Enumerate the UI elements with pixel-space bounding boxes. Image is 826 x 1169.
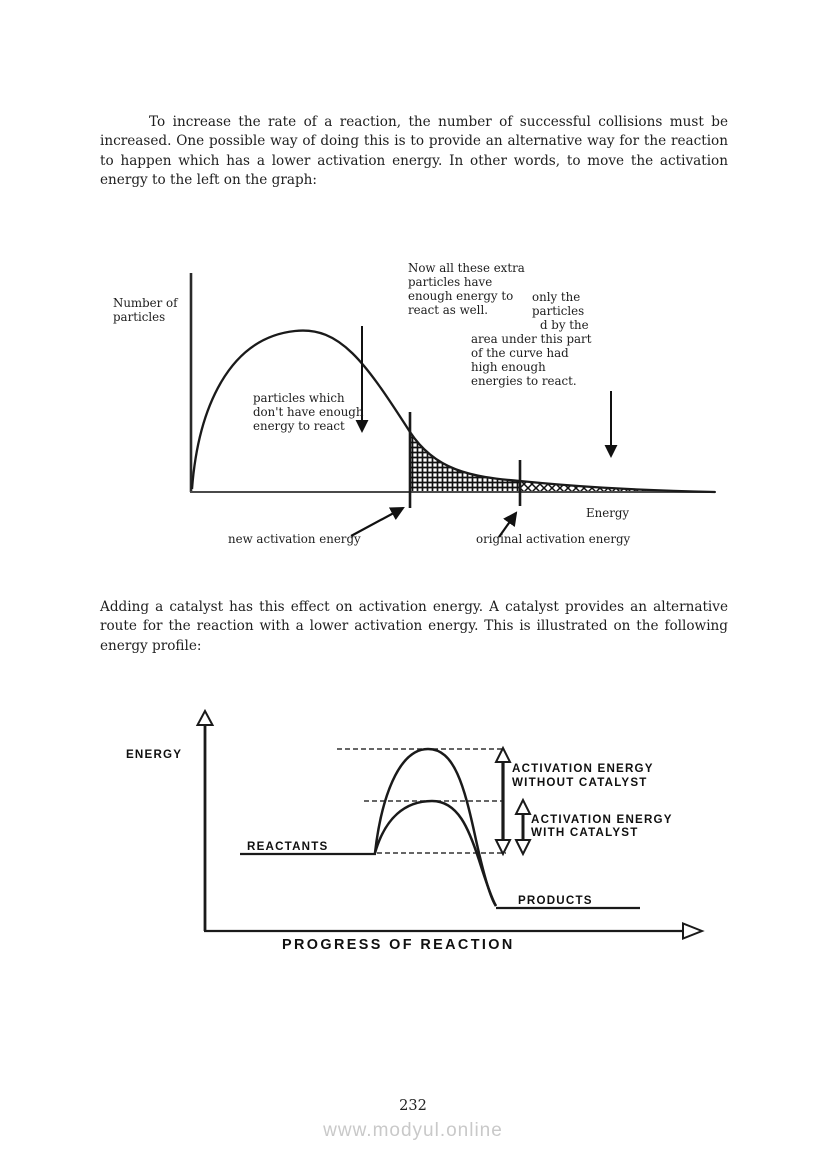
paragraph-intro: To increase the rate of a reaction, the number of successful collisions must be increased. One possible way of doing this is to provide an alternative way for the reaction to happen which has a lower activation energy. In other words, to move the activation energy to the left on the graph:	[100, 113, 728, 189]
g1-note-area-under-curve: of the curve had	[471, 346, 569, 360]
g1-y-axis-label: Number of	[113, 296, 178, 310]
g2-x-axis-arrowhead	[683, 924, 702, 939]
g1-note-only-particles: only the	[532, 290, 581, 304]
g2-activation-with-label: WITH CATALYST	[531, 826, 639, 839]
paragraph-catalyst: Adding a catalyst has this effect on activation energy. A catalyst provides an alternative route for the reaction with a lower activation energy. This is illustrated on the following energy profile:	[100, 598, 728, 654]
g1-note-area-under-curve: area under this part	[471, 332, 592, 346]
g1-note-not-enough-energy: particles which	[253, 391, 345, 405]
g1-original-activation-label: original activation energy	[476, 532, 631, 546]
g1-note-area-under-curve: high enough	[471, 360, 546, 374]
g1-note-extra-particles: enough energy to	[408, 289, 514, 303]
g2-arrow-without-bottom-head	[496, 840, 510, 854]
g2-reactants-label: REACTANTS	[247, 840, 329, 853]
g2-y-axis-label: ENERGY	[126, 748, 183, 761]
g2-y-axis-arrowhead	[198, 711, 213, 725]
g2-activation-with-label: ACTIVATION ENERGY	[531, 813, 673, 826]
g1-y-axis-label: particles	[113, 310, 166, 324]
g2-arrow-with-top-head	[516, 800, 530, 814]
g1-note-extra-particles: Now all these extra	[408, 261, 525, 275]
g2-curve-without-catalyst	[375, 749, 496, 906]
g2-products-label: PRODUCTS	[518, 894, 593, 907]
g1-note-only-particles: particles	[532, 304, 585, 318]
watermark: www.modyul.online	[323, 1120, 503, 1141]
g1-note-area-under-curve: energies to react.	[471, 374, 577, 388]
g2-activation-without-label: WITHOUT CATALYST	[512, 776, 648, 789]
g2-arrow-without-top-head	[496, 748, 510, 762]
g1-note-not-enough-energy: energy to react	[253, 419, 345, 433]
g1-x-axis-label: Energy	[586, 506, 630, 520]
g1-note-only-particles: d by the	[540, 318, 589, 332]
g1-note-extra-particles: particles have	[408, 275, 493, 289]
g2-x-axis-label: PROGRESS OF REACTION	[282, 937, 515, 953]
g1-note-not-enough-energy: don't have enough	[253, 405, 364, 419]
g2-activation-without-label: ACTIVATION ENERGY	[512, 762, 654, 775]
g1-note-extra-particles: react as well.	[408, 303, 488, 317]
g2-arrow-with-bottom-head	[516, 840, 530, 854]
g1-new-activation-label: new activation energy	[228, 532, 361, 546]
page-number: 232	[399, 1098, 427, 1114]
